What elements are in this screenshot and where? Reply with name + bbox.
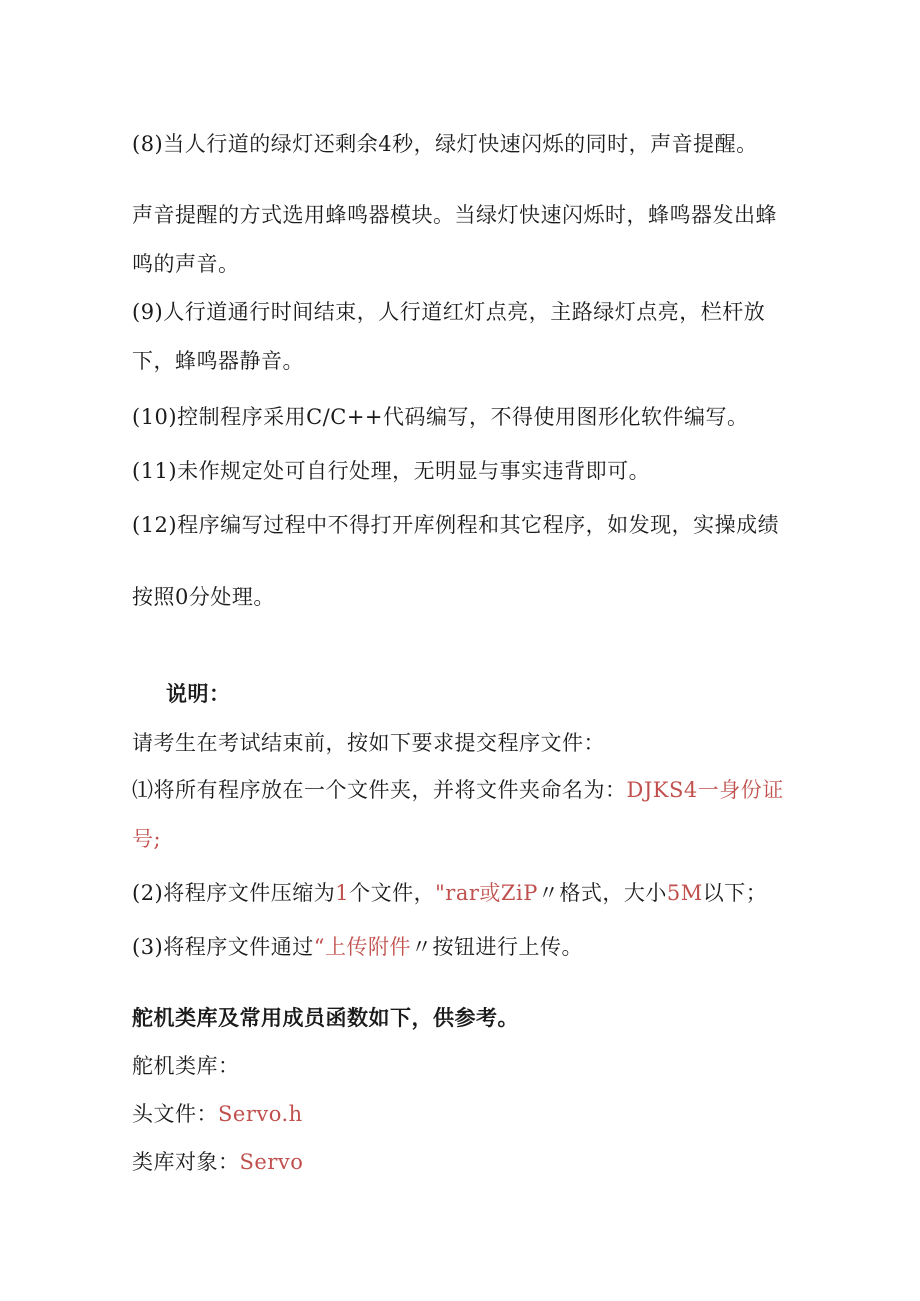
note-3-text-a: (3)将程序文件通过 [132,935,314,959]
servo-header-label: 头文件： [132,1102,218,1126]
requirement-8-description-line2: 鸣的声音。 [132,252,240,276]
note-2-text-c: 个文件， [349,881,436,905]
requirement-item-10: (10)控制程序采用C/C++代码编写，不得使用图形化软件编写。 [132,405,749,429]
note-2-text-g: 以下； [702,881,768,905]
note-1-line2: 号; [132,827,162,851]
servo-object [132,1148,303,1176]
requirement-item-8: (8)当人行道的绿灯还剩余4秒，绿灯快速闪烁的同时，声音提醒。 [132,132,758,156]
note-2-format: "rar或ZiP [435,881,538,905]
note-2-text-e: 〃格式，大小 [537,881,667,905]
servo-header-file [132,1100,303,1128]
servo-library-label: 舵机类库： [132,1054,240,1078]
note-3-text-c: 〃按钮进行上传。 [411,935,583,959]
note-3-button-name: “上传附件 [313,935,411,959]
notes-intro: 请考生在考试结束前，按如下要求提交程序文件： [132,731,605,755]
note-2 [132,879,767,907]
servo-object-value: Servo [239,1150,304,1174]
requirement-item-12-line2: 按照0分处理。 [132,585,275,609]
note-3 [132,933,583,961]
note-2-count: 1 [335,881,350,905]
requirement-item-9-line2: 下，蜂鸣器静音。 [132,349,304,373]
note-1-folder-name: DJKS4一身份证 [626,778,784,802]
requirement-item-12-line1: (12)程序编写过程中不得打开库例程和其它程序，如发现，实操成绩 [132,513,780,537]
note-2-size: 5M [666,881,703,905]
note-1-text: ⑴将所有程序放在一个文件夹，并将文件夹命名为： [132,778,627,802]
requirement-8-description-line1: 声音提醒的方式选用蜂鸣器模块。当绿灯快速闪烁时，蜂鸣器发出蜂 [132,203,777,227]
servo-object-label: 类库对象： [132,1150,240,1174]
requirement-item-9-line1: (9)人行道通行时间结束，人行道红灯点亮，主路绿灯点亮，栏杆放 [132,300,766,324]
notes-title: 说明： [166,681,231,706]
note-1-line1 [132,776,784,804]
servo-heading: 舵机类库及常用成员函数如下，供参考。 [132,1005,519,1030]
requirement-item-11: (11)未作规定处可自行处理，无明显与事实违背即可。 [132,459,651,483]
servo-header-value: Servo.h [218,1102,303,1126]
note-2-text-a: (2)将程序文件压缩为 [132,881,336,905]
